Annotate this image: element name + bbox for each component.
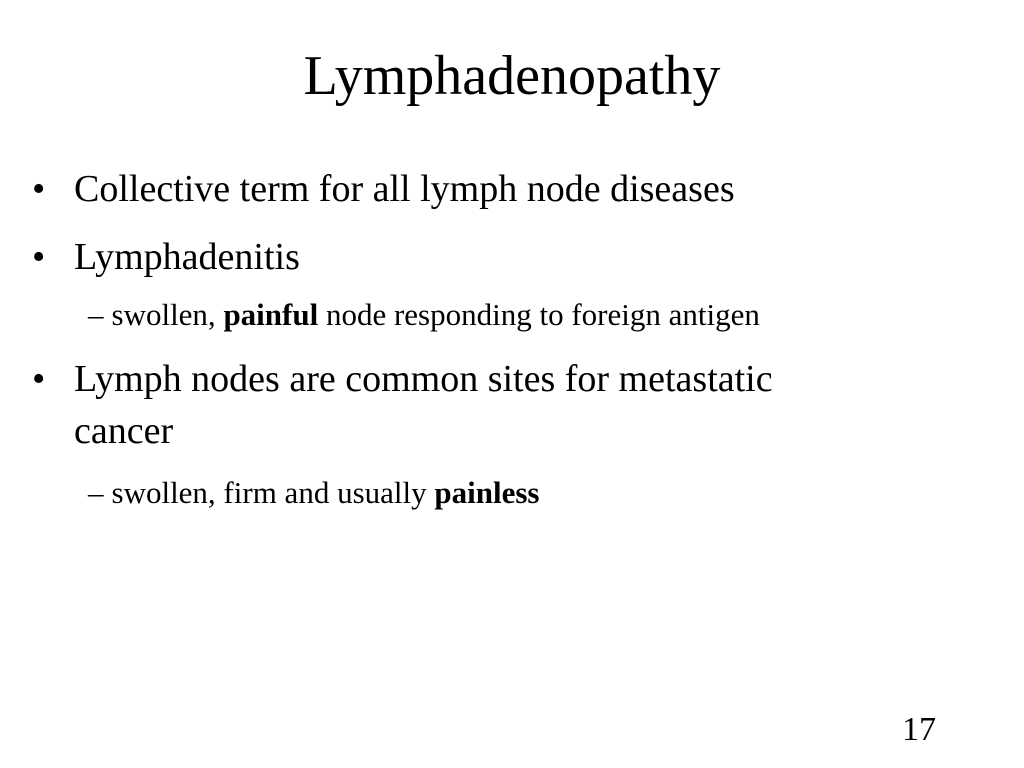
bullet-item-3 [32,357,932,453]
sub-bullet-emphasis: painful [223,297,319,332]
sub-bullet-text-after: node responding to foreign antigen [318,297,760,332]
bullet-item-2 [32,235,932,279]
sub-bullet-text-before: swollen, firm and usually [111,475,435,510]
bullet-marker: • [32,358,46,400]
slide-title: Lymphadenopathy [303,45,721,107]
page-number: 17 [902,711,936,748]
bullet-text: Lymphadenitis [74,236,300,278]
sub-bullet-dash: – [88,475,104,510]
bullet-text: Collective term for all lymph node diseases [74,168,735,210]
sub-bullet-item-1 [88,297,760,333]
bullet-text-line-2: cancer [74,410,174,452]
sub-bullet-text-before: swollen, [111,297,224,332]
bullet-marker: • [32,236,46,278]
sub-bullet-emphasis: painless [434,475,540,510]
bullet-text-line-1: Lymph nodes are common sites for metastatic [74,358,773,400]
sub-bullet-item-2 [88,475,539,511]
sub-bullet-dash: – [88,297,104,332]
bullet-marker: • [32,168,46,210]
bullet-item-1 [32,167,932,211]
